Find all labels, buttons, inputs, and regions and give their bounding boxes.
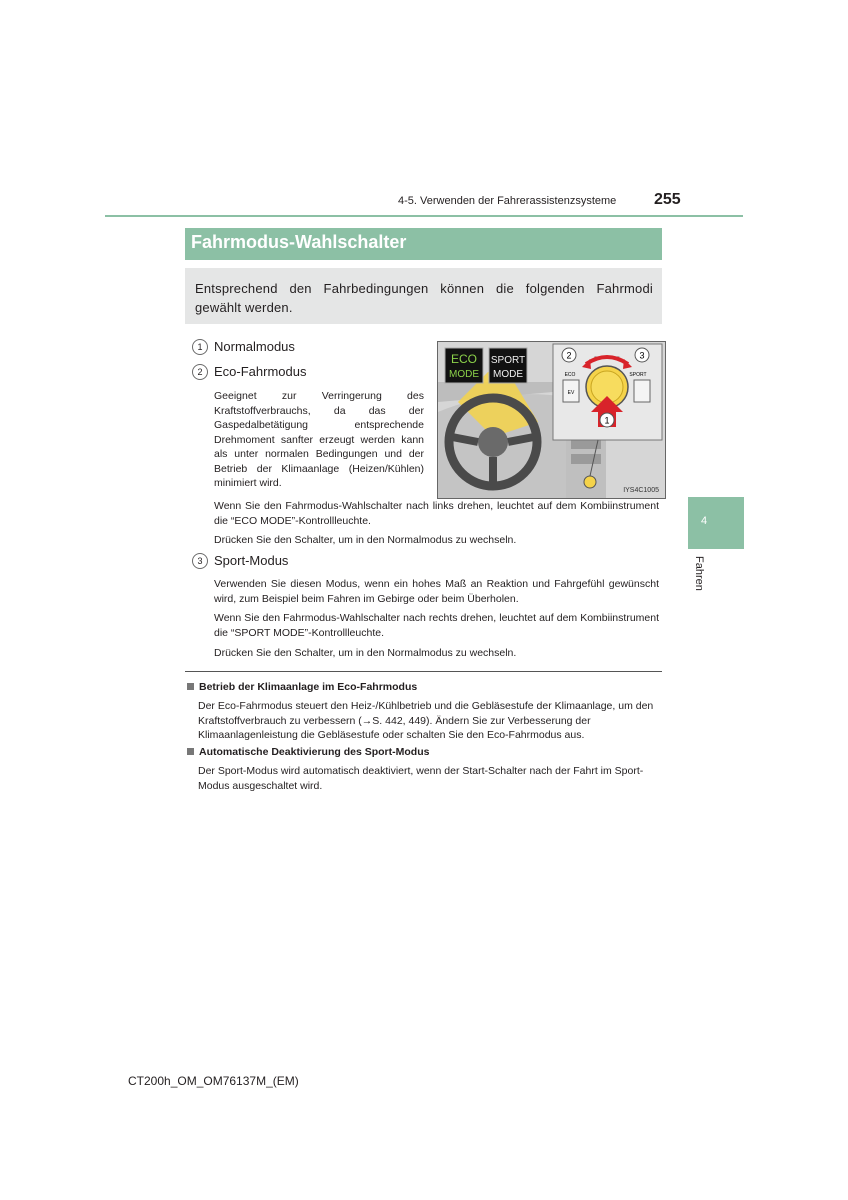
eco-mode-line2: MODE bbox=[449, 369, 479, 380]
eco-mode-line1: ECO bbox=[450, 352, 478, 366]
square-bullet-icon bbox=[187, 683, 194, 690]
note-text-sport-deactivation: Der Sport-Modus wird automatisch deaktiviert, wenn der Start-Schalter nach der Fahrt im Sport-Modus ausgeschaltet wird. bbox=[198, 765, 644, 792]
square-bullet-icon bbox=[187, 748, 194, 755]
page-number: 255 bbox=[654, 191, 681, 208]
chapter-tab bbox=[688, 497, 744, 549]
sport-description: Verwenden Sie diesen Modus, wenn ein hohes Maß an Reaktion und Fahrgefühl gewünscht wird, zum Beispiel beim Fahren im Gebirge oder beim Überholen. bbox=[214, 578, 659, 605]
note-heading-eco-climate bbox=[187, 681, 417, 693]
ev-label: EV bbox=[567, 390, 575, 396]
item-label-sport: Sport-Modus bbox=[214, 553, 289, 568]
knob-top-label: DRIVE MODE bbox=[594, 355, 620, 360]
knob-eco-label: ECO bbox=[564, 372, 576, 378]
callout-3: 3 bbox=[639, 350, 645, 361]
intro-text: Entsprechend den Fahrbedingungen können die folgenden Fahrmodi gewählt werden. bbox=[195, 281, 653, 315]
eco-activation-text: Wenn Sie den Fahrmodus-Wahlschalter nach links drehen, leuchtet auf dem Kombiinstrument die “ECO MODE”-Kontrollleuchte. bbox=[214, 500, 659, 527]
notes-rule bbox=[185, 671, 662, 672]
section-title: Fahrmodus-Wahlschalter bbox=[191, 232, 407, 252]
callout-2: 2 bbox=[566, 350, 572, 361]
chapter-label: Fahren bbox=[693, 556, 705, 591]
note-text-eco-climate: Der Eco-Fahrmodus steuert den Heiz-/Kühlbetrieb und die Gebläsestufe der Klimaanlage, um den Kraftstoffverbrauch zu verbessern (→S. 442, 449). Ändern Sie zur Verbesserung der Klimaanlagenleistung die Gebläsestufe oder schalten Sie den Eco-Fahrmodus aus. bbox=[198, 700, 654, 741]
item-number-1: 1 bbox=[192, 339, 208, 355]
intro-box bbox=[185, 268, 662, 324]
section-title-bar bbox=[185, 228, 662, 260]
sport-mode-line1: SPORT bbox=[490, 355, 526, 366]
figure-code: IYS4C1005 bbox=[623, 487, 659, 494]
drive-mode-illustration bbox=[437, 341, 666, 499]
dashboard-drawing bbox=[438, 342, 665, 498]
callout-1: 1 bbox=[604, 415, 610, 426]
sport-deactivation-text: Drücken Sie den Schalter, um in den Normalmodus zu wechseln. bbox=[214, 647, 517, 659]
eco-description: Geeignet zur Verringerung des Kraftstoffverbrauchs, da das der Gaspedalbetätigung entsprechende Drehmoment sanfter erzeugt werden kann als unter normalen Bedingungen und der Betrieb der Klimaanlage (Heizen/Kühlen) minimiert wird. bbox=[214, 390, 424, 489]
item-label-normal: Normalmodus bbox=[214, 339, 295, 354]
sport-activation-text: Wenn Sie den Fahrmodus-Wahlschalter nach rechts drehen, leuchtet auf dem Kombiinstrument die “SPORT MODE”-Kontrollleuchte. bbox=[214, 612, 659, 639]
item-number-2: 2 bbox=[192, 364, 208, 380]
eco-deactivation-text: Drücken Sie den Schalter, um in den Normalmodus zu wechseln. bbox=[214, 534, 517, 546]
chapter-number: 4 bbox=[700, 515, 708, 527]
footer-document-code: CT200h_OM_OM76137M_(EM) bbox=[128, 1074, 299, 1088]
note-heading-sport-deactivation bbox=[187, 746, 429, 758]
item-number-3: 3 bbox=[192, 553, 208, 569]
header-rule bbox=[105, 215, 743, 217]
note-heading-text: Betrieb der Klimaanlage im Eco-Fahrmodus bbox=[199, 681, 418, 693]
sport-mode-line2: MODE bbox=[493, 369, 523, 380]
running-header-section: 4-5. Verwenden der Fahrerassistenzsysteme bbox=[398, 195, 617, 207]
knob-sport-label: SPORT bbox=[629, 372, 647, 378]
item-label-eco: Eco-Fahrmodus bbox=[214, 364, 307, 379]
note-heading-text: Automatische Deaktivierung des Sport-Modus bbox=[199, 746, 430, 758]
